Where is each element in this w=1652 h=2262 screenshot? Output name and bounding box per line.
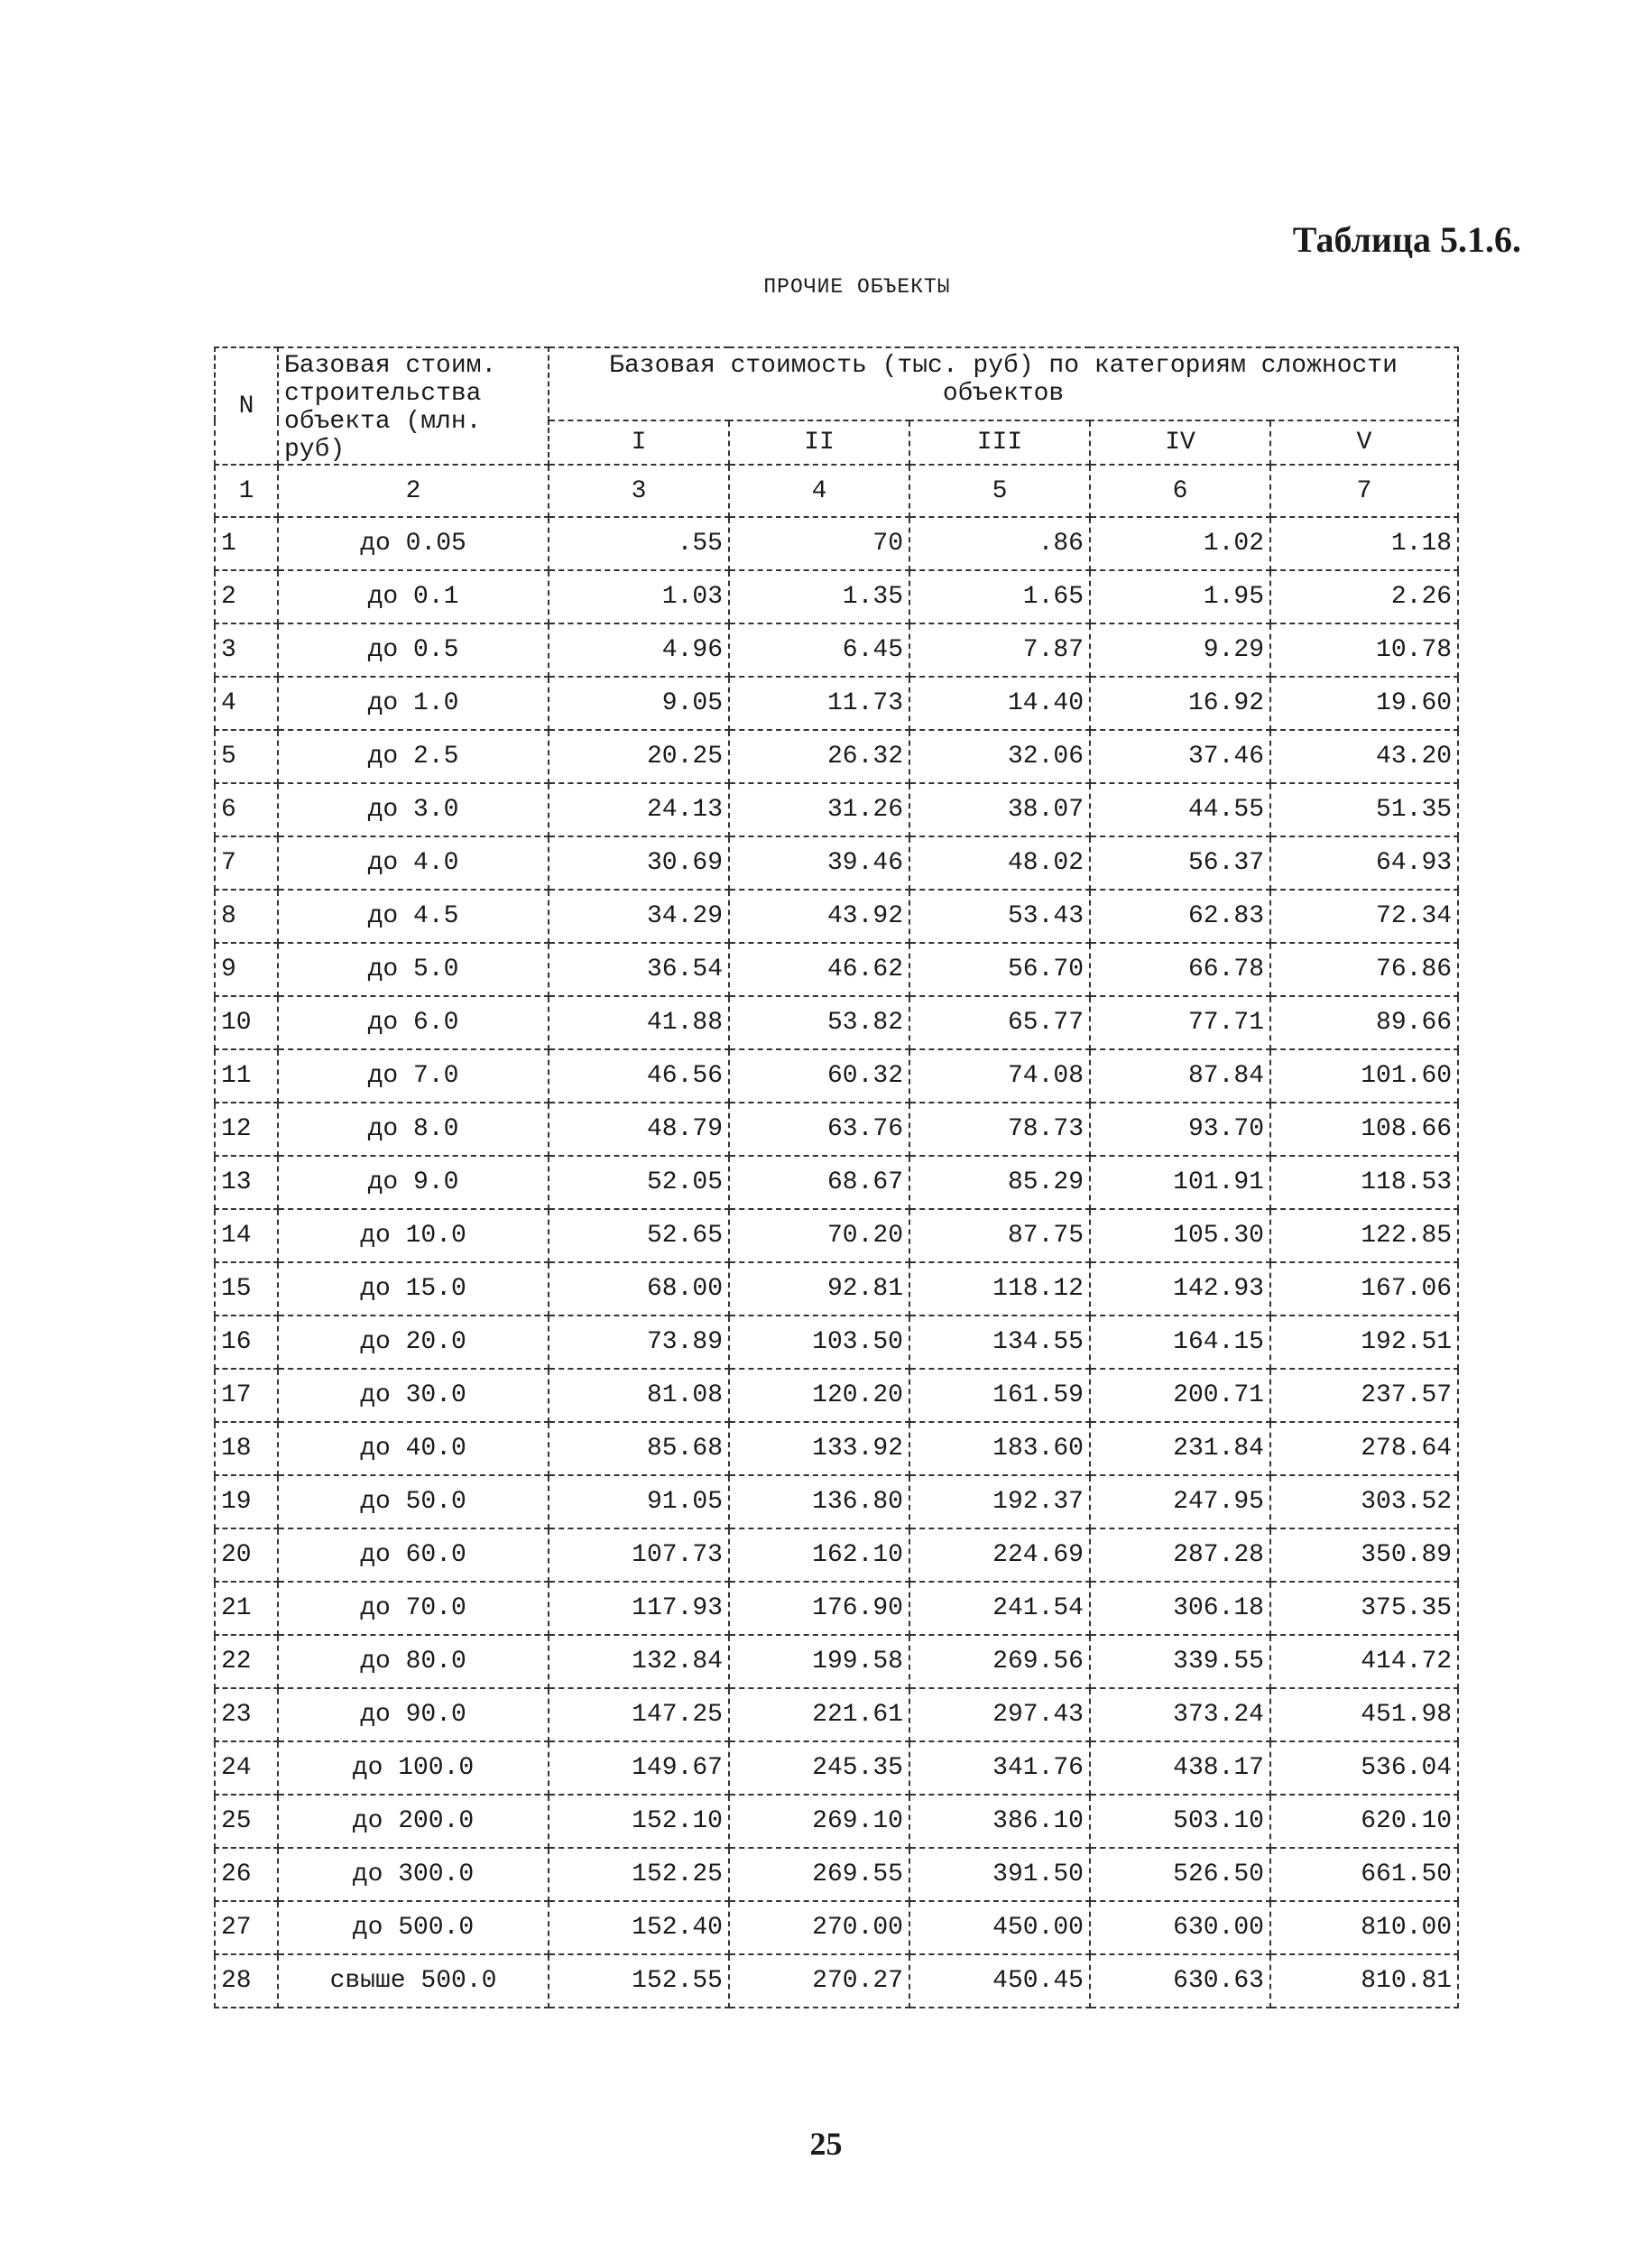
table-row xyxy=(215,1369,1458,1422)
table-row xyxy=(215,517,1458,570)
category-value: 162.10 xyxy=(729,1528,909,1582)
header-base-cost-group: Базовая стоимость (тыс. руб) по категориям сложности объектов xyxy=(549,347,1458,420)
cost-range: до 8.0 xyxy=(278,1103,549,1156)
category-value: 270.00 xyxy=(729,1901,909,1954)
cost-range: до 5.0 xyxy=(278,943,549,996)
category-value: 9.05 xyxy=(549,677,729,730)
category-value: 450.00 xyxy=(909,1901,1090,1954)
category-value: 44.55 xyxy=(1090,783,1270,836)
table-row xyxy=(215,1156,1458,1209)
category-value: 142.93 xyxy=(1090,1262,1270,1316)
cost-range: до 500.0 xyxy=(278,1901,549,1954)
table-body xyxy=(215,465,1458,2008)
category-value: 199.58 xyxy=(729,1635,909,1688)
table-row xyxy=(215,783,1458,836)
category-value: 1.95 xyxy=(1090,570,1270,623)
cost-range: до 80.0 xyxy=(278,1635,549,1688)
category-value: 247.95 xyxy=(1090,1475,1270,1528)
category-value: 20.25 xyxy=(549,730,729,783)
row-number: 11 xyxy=(215,1049,278,1103)
table-row xyxy=(215,1635,1458,1688)
cost-range: до 4.5 xyxy=(278,890,549,943)
category-value: 451.98 xyxy=(1270,1688,1458,1741)
category-value: 72.34 xyxy=(1270,890,1458,943)
table-row xyxy=(215,836,1458,890)
category-value: 53.82 xyxy=(729,996,909,1049)
table-row xyxy=(215,623,1458,677)
row-number: 20 xyxy=(215,1528,278,1582)
page-number: 25 xyxy=(809,2126,843,2162)
cost-range: до 4.0 xyxy=(278,836,549,890)
category-value: 16.92 xyxy=(1090,677,1270,730)
cost-range: до 6.0 xyxy=(278,996,549,1049)
category-value: 89.66 xyxy=(1270,996,1458,1049)
category-value: 192.37 xyxy=(909,1475,1090,1528)
row-number: 6 xyxy=(215,783,278,836)
row-number: 19 xyxy=(215,1475,278,1528)
category-value: 278.64 xyxy=(1270,1422,1458,1475)
row-number: 10 xyxy=(215,996,278,1049)
category-value: 56.70 xyxy=(909,943,1090,996)
category-value: 68.67 xyxy=(729,1156,909,1209)
category-value: 183.60 xyxy=(909,1422,1090,1475)
category-value: 32.06 xyxy=(909,730,1090,783)
cost-range: до 2.5 xyxy=(278,730,549,783)
category-value: 7.87 xyxy=(909,623,1090,677)
category-value: 133.92 xyxy=(729,1422,909,1475)
header-n: N xyxy=(215,347,278,465)
column-number: 3 xyxy=(549,465,729,517)
row-number: 5 xyxy=(215,730,278,783)
category-value: 1.18 xyxy=(1270,517,1458,570)
category-value: 231.84 xyxy=(1090,1422,1270,1475)
category-value: 241.54 xyxy=(909,1582,1090,1635)
category-value: 620.10 xyxy=(1270,1795,1458,1848)
category-value: 661.50 xyxy=(1270,1848,1458,1901)
row-number: 18 xyxy=(215,1422,278,1475)
category-value: 10.78 xyxy=(1270,623,1458,677)
category-value: 46.62 xyxy=(729,943,909,996)
category-value: 19.60 xyxy=(1270,677,1458,730)
category-value: 1.35 xyxy=(729,570,909,623)
cost-range: до 1.0 xyxy=(278,677,549,730)
category-value: 122.85 xyxy=(1270,1209,1458,1262)
category-value: 46.56 xyxy=(549,1049,729,1103)
cost-range: до 0.05 xyxy=(278,517,549,570)
category-value: 81.08 xyxy=(549,1369,729,1422)
category-value: 149.67 xyxy=(549,1741,729,1795)
category-value: 34.29 xyxy=(549,890,729,943)
table-row xyxy=(215,1475,1458,1528)
category-value: 270.27 xyxy=(729,1954,909,2008)
cost-range: до 7.0 xyxy=(278,1049,549,1103)
category-value: 38.07 xyxy=(909,783,1090,836)
category-value: 87.84 xyxy=(1090,1049,1270,1103)
category-value: 52.65 xyxy=(549,1209,729,1262)
table-row xyxy=(215,1262,1458,1316)
category-value: 269.56 xyxy=(909,1635,1090,1688)
category-value: 52.05 xyxy=(549,1156,729,1209)
category-value: 87.75 xyxy=(909,1209,1090,1262)
category-value: 2.26 xyxy=(1270,570,1458,623)
category-value: 1.03 xyxy=(549,570,729,623)
table-row xyxy=(215,1741,1458,1795)
category-value: 4.96 xyxy=(549,623,729,677)
row-number: 26 xyxy=(215,1848,278,1901)
category-value: 152.10 xyxy=(549,1795,729,1848)
category-value: .55 xyxy=(549,517,729,570)
row-number: 17 xyxy=(215,1369,278,1422)
category-value: 9.29 xyxy=(1090,623,1270,677)
cost-range: до 30.0 xyxy=(278,1369,549,1422)
category-value: 48.79 xyxy=(549,1103,729,1156)
row-number: 8 xyxy=(215,890,278,943)
category-value: 31.26 xyxy=(729,783,909,836)
category-value: 107.73 xyxy=(549,1528,729,1582)
category-value: 341.76 xyxy=(909,1741,1090,1795)
row-number: 25 xyxy=(215,1795,278,1848)
row-number: 27 xyxy=(215,1901,278,1954)
category-value: 373.24 xyxy=(1090,1688,1270,1741)
cost-range: до 300.0 xyxy=(278,1848,549,1901)
category-value: 503.10 xyxy=(1090,1795,1270,1848)
table-row xyxy=(215,1103,1458,1156)
table-row xyxy=(215,730,1458,783)
table-label: Таблица 5.1.6. xyxy=(1292,219,1521,260)
category-value: 101.91 xyxy=(1090,1156,1270,1209)
category-value: 53.43 xyxy=(909,890,1090,943)
category-value: 91.05 xyxy=(549,1475,729,1528)
category-value: 56.37 xyxy=(1090,836,1270,890)
category-value: 810.00 xyxy=(1270,1901,1458,1954)
table-row xyxy=(215,1582,1458,1635)
category-value: 11.73 xyxy=(729,677,909,730)
category-value: 810.81 xyxy=(1270,1954,1458,2008)
category-value: 118.53 xyxy=(1270,1156,1458,1209)
column-number: 1 xyxy=(215,465,278,517)
category-value: 167.06 xyxy=(1270,1262,1458,1316)
table-row xyxy=(215,1848,1458,1901)
category-value: 152.25 xyxy=(549,1848,729,1901)
category-value: 152.55 xyxy=(549,1954,729,2008)
column-number: 2 xyxy=(278,465,549,517)
column-number: 6 xyxy=(1090,465,1270,517)
category-value: 103.50 xyxy=(729,1316,909,1369)
category-value: 70 xyxy=(729,517,909,570)
row-number: 22 xyxy=(215,1635,278,1688)
category-value: 339.55 xyxy=(1090,1635,1270,1688)
category-value: 176.90 xyxy=(729,1582,909,1635)
table-row xyxy=(215,1795,1458,1848)
row-number: 7 xyxy=(215,836,278,890)
category-value: 118.12 xyxy=(909,1262,1090,1316)
cost-range: до 3.0 xyxy=(278,783,549,836)
table-row xyxy=(215,1901,1458,1954)
category-value: 375.35 xyxy=(1270,1582,1458,1635)
cost-range: до 0.1 xyxy=(278,570,549,623)
category-value: 101.60 xyxy=(1270,1049,1458,1103)
category-value: 64.93 xyxy=(1270,836,1458,890)
cost-range: до 60.0 xyxy=(278,1528,549,1582)
table-row xyxy=(215,1954,1458,2008)
cost-range: до 0.5 xyxy=(278,623,549,677)
row-number: 28 xyxy=(215,1954,278,2008)
cost-range: до 15.0 xyxy=(278,1262,549,1316)
table-row xyxy=(215,1049,1458,1103)
row-number: 23 xyxy=(215,1688,278,1741)
category-value: 43.20 xyxy=(1270,730,1458,783)
category-value: 536.04 xyxy=(1270,1741,1458,1795)
category-value: 39.46 xyxy=(729,836,909,890)
category-value: 287.28 xyxy=(1090,1528,1270,1582)
cost-range: свыше 500.0 xyxy=(278,1954,549,2008)
category-value: 60.32 xyxy=(729,1049,909,1103)
category-value: 224.69 xyxy=(909,1528,1090,1582)
cost-range: до 10.0 xyxy=(278,1209,549,1262)
category-value: 245.35 xyxy=(729,1741,909,1795)
category-value: 105.30 xyxy=(1090,1209,1270,1262)
row-number: 14 xyxy=(215,1209,278,1262)
category-value: 1.02 xyxy=(1090,517,1270,570)
category-value: 132.84 xyxy=(549,1635,729,1688)
category-value: 1.65 xyxy=(909,570,1090,623)
cost-range: до 50.0 xyxy=(278,1475,549,1528)
table-row xyxy=(215,996,1458,1049)
column-number: 4 xyxy=(729,465,909,517)
column-number: 5 xyxy=(909,465,1090,517)
table-subtitle: ПРОЧИЕ ОБЪЕКТЫ xyxy=(763,275,951,299)
category-value: 391.50 xyxy=(909,1848,1090,1901)
header-category: I xyxy=(549,420,729,465)
category-value: 6.45 xyxy=(729,623,909,677)
category-value: 200.71 xyxy=(1090,1369,1270,1422)
category-value: 36.54 xyxy=(549,943,729,996)
row-number: 13 xyxy=(215,1156,278,1209)
category-value: 48.02 xyxy=(909,836,1090,890)
header-base-cost-construction: Базовая стоим. строительства объекта (млн. руб) xyxy=(278,347,549,465)
category-value: 192.51 xyxy=(1270,1316,1458,1369)
category-value: 237.57 xyxy=(1270,1369,1458,1422)
category-value: 120.20 xyxy=(729,1369,909,1422)
category-value: 303.52 xyxy=(1270,1475,1458,1528)
table-row xyxy=(215,1209,1458,1262)
category-value: 269.55 xyxy=(729,1848,909,1901)
cost-range: до 100.0 xyxy=(278,1741,549,1795)
column-number-row xyxy=(215,465,1458,517)
cost-range: до 40.0 xyxy=(278,1422,549,1475)
category-value: 117.93 xyxy=(549,1582,729,1635)
category-value: 386.10 xyxy=(909,1795,1090,1848)
category-value: 77.71 xyxy=(1090,996,1270,1049)
table-row xyxy=(215,1528,1458,1582)
category-value: 164.15 xyxy=(1090,1316,1270,1369)
category-value: 136.80 xyxy=(729,1475,909,1528)
header-category: II xyxy=(729,420,909,465)
category-value: .86 xyxy=(909,517,1090,570)
table-row xyxy=(215,1422,1458,1475)
category-value: 43.92 xyxy=(729,890,909,943)
row-number: 9 xyxy=(215,943,278,996)
row-number: 2 xyxy=(215,570,278,623)
cost-range: до 70.0 xyxy=(278,1582,549,1635)
category-value: 30.69 xyxy=(549,836,729,890)
cost-range: до 20.0 xyxy=(278,1316,549,1369)
category-value: 297.43 xyxy=(909,1688,1090,1741)
category-value: 76.86 xyxy=(1270,943,1458,996)
category-value: 78.73 xyxy=(909,1103,1090,1156)
category-value: 24.13 xyxy=(549,783,729,836)
row-number: 4 xyxy=(215,677,278,730)
category-value: 306.18 xyxy=(1090,1582,1270,1635)
category-value: 134.55 xyxy=(909,1316,1090,1369)
category-value: 63.76 xyxy=(729,1103,909,1156)
category-value: 438.17 xyxy=(1090,1741,1270,1795)
category-value: 65.77 xyxy=(909,996,1090,1049)
table-row xyxy=(215,1316,1458,1369)
category-value: 414.72 xyxy=(1270,1635,1458,1688)
header-category: III xyxy=(909,420,1090,465)
table-row xyxy=(215,677,1458,730)
category-value: 161.59 xyxy=(909,1369,1090,1422)
category-value: 68.00 xyxy=(549,1262,729,1316)
row-number: 3 xyxy=(215,623,278,677)
category-value: 221.61 xyxy=(729,1688,909,1741)
category-value: 62.83 xyxy=(1090,890,1270,943)
category-value: 66.78 xyxy=(1090,943,1270,996)
category-value: 108.66 xyxy=(1270,1103,1458,1156)
base-cost-table xyxy=(214,346,1459,2008)
header-category: IV xyxy=(1090,420,1270,465)
category-value: 26.32 xyxy=(729,730,909,783)
category-value: 269.10 xyxy=(729,1795,909,1848)
row-number: 12 xyxy=(215,1103,278,1156)
row-number: 16 xyxy=(215,1316,278,1369)
category-value: 85.68 xyxy=(549,1422,729,1475)
category-value: 450.45 xyxy=(909,1954,1090,2008)
table-row xyxy=(215,1688,1458,1741)
category-value: 152.40 xyxy=(549,1901,729,1954)
category-value: 630.00 xyxy=(1090,1901,1270,1954)
row-number: 24 xyxy=(215,1741,278,1795)
table-row xyxy=(215,890,1458,943)
category-value: 37.46 xyxy=(1090,730,1270,783)
category-value: 51.35 xyxy=(1270,783,1458,836)
cost-range: до 90.0 xyxy=(278,1688,549,1741)
table-row xyxy=(215,943,1458,996)
category-value: 70.20 xyxy=(729,1209,909,1262)
category-value: 74.08 xyxy=(909,1049,1090,1103)
column-number: 7 xyxy=(1270,465,1458,517)
row-number: 1 xyxy=(215,517,278,570)
category-value: 85.29 xyxy=(909,1156,1090,1209)
category-value: 73.89 xyxy=(549,1316,729,1369)
cost-range: до 200.0 xyxy=(278,1795,549,1848)
category-value: 350.89 xyxy=(1270,1528,1458,1582)
table-row xyxy=(215,570,1458,623)
category-value: 92.81 xyxy=(729,1262,909,1316)
category-value: 630.63 xyxy=(1090,1954,1270,2008)
cost-range: до 9.0 xyxy=(278,1156,549,1209)
category-value: 14.40 xyxy=(909,677,1090,730)
header-category: V xyxy=(1270,420,1458,465)
row-number: 15 xyxy=(215,1262,278,1316)
category-value: 147.25 xyxy=(549,1688,729,1741)
category-value: 41.88 xyxy=(549,996,729,1049)
category-value: 526.50 xyxy=(1090,1848,1270,1901)
row-number: 21 xyxy=(215,1582,278,1635)
category-value: 93.70 xyxy=(1090,1103,1270,1156)
